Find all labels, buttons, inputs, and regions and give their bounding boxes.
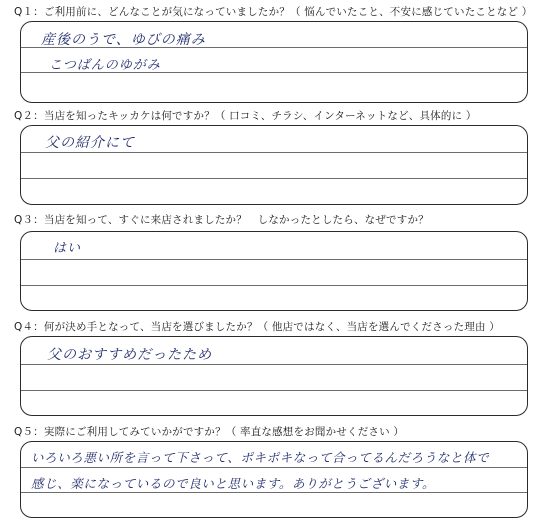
answer-rule — [21, 467, 527, 468]
question-3-answer-line-1: はい — [53, 241, 82, 256]
question-4-answer-box — [20, 336, 528, 416]
answer-rule — [21, 152, 527, 153]
answer-rule — [21, 259, 527, 260]
answer-rule — [21, 285, 527, 286]
question-5-answer-line-1: いろいろ悪い所を言って下さって、ポキポキなって合ってるんだろうなと体で — [31, 450, 490, 465]
answer-rule — [21, 178, 527, 179]
answer-rule — [21, 364, 527, 365]
question-2-answer-box — [20, 125, 528, 205]
question-1-answer-line-1: 産後のうで、ゆびの痛み — [41, 32, 206, 48]
answer-rule — [21, 390, 527, 391]
question-2-label: Q２：当店を知ったキッカケは何ですか？（ 口コミ、チラシ、インターネットなど、具体的に ） — [14, 110, 477, 122]
question-5-answer-line-2: 感じ、楽になっているので良いと思います。ありがとうございます。 — [31, 476, 436, 491]
question-2-answer-line-1: 父の紹介にて — [45, 135, 135, 151]
question-4-answer-line-1: 父のおすすめだったため — [47, 347, 213, 363]
question-1-answer-line-2: こつばんのゆがみ — [49, 58, 161, 73]
question-1-label: Q１：ご利用前に、どんなことが気になっていましたか？（ 悩んでいたこと、不安に感じていたことなど ） — [14, 6, 533, 18]
question-3-answer-box — [20, 231, 528, 311]
question-5-answer-box — [20, 441, 528, 518]
answer-rule — [21, 492, 527, 493]
question-3-label: Q３：当店を知って、すぐに来店されましたか？ しなかったとしたら、なぜですか？ — [14, 214, 429, 226]
question-4-label: Q４：何が決め手となって、当店を選びましたか？（ 他店ではなく、当店を選んでくださった理由 ） — [14, 321, 500, 333]
question-5-label: Q５：実際にご利用してみていかがですか？（ 率直な感想をお聞かせください ） — [14, 426, 405, 438]
question-1-answer-box — [20, 21, 528, 103]
